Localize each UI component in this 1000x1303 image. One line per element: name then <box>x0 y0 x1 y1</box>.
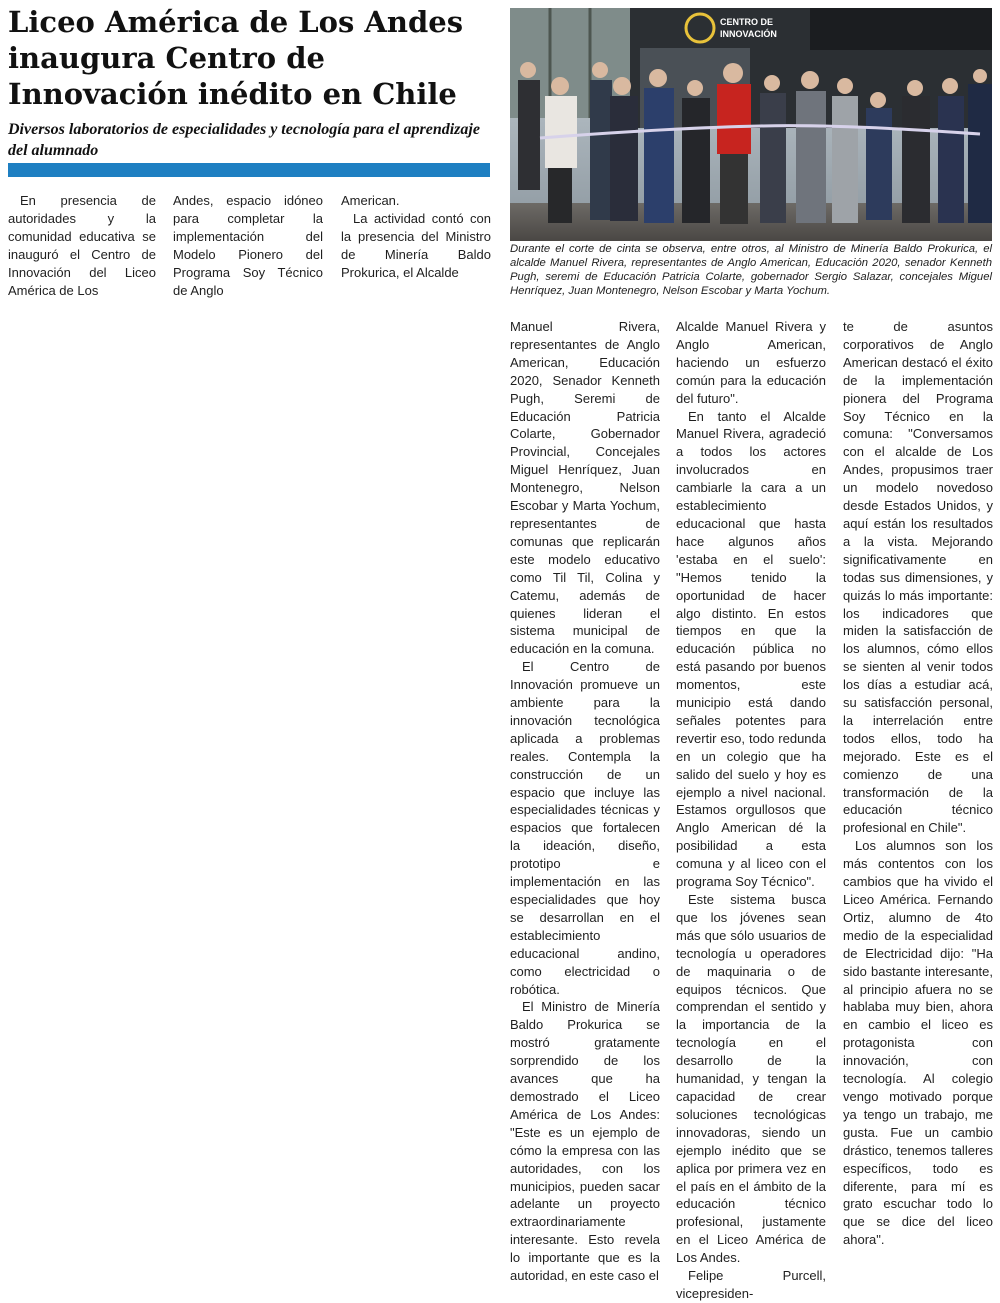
intro-column-1 <box>8 192 156 299</box>
intro-paragraph: La actividad contó con la presencia del Ministro de Minería Baldo Prokurica, el Alcalde <box>341 210 491 280</box>
photo-caption: Durante el corte de cinta se observa, entre otros, al Ministro de Minería Baldo Prokurica, el alcalde Manuel Rivera, representantes de Anglo American, Educación 2020, senador Kenneth Pugh, seremi de Educación Patricia Colarte, gobernador Sergio Salazar, concejales Miguel Henríquez, Juan Montenegro, Nelson Escobar y Marta Yochum. <box>510 243 992 297</box>
article-subheadline: Diversos laboratorios de especialidades y tecnología para el aprendizaje del alumnado <box>8 121 480 159</box>
sign-text-line1: CENTRO DE <box>720 17 774 27</box>
body-paragraph: Este sistema busca que los jóvenes sean más que sólo usuarios de tecnología u operadores de maquinaria o de equipos técnicos. Que comprendan el sentido y la importancia de la tecnología en el desarrollo de la humanidad, y tengan la capacidad de crear soluciones tecnológicas innovadoras, siendo un ejemplo inédito que se aplica por primera vez en el país en el ámbito de la educación técnico profesional, justamente en el Liceo América de Los Andes. <box>676 892 826 1266</box>
body-paragraph: El Centro de Innovación promueve un ambiente para la innovación tecnológica aplicada a problemas reales. Contempla la construcción de un espacio que incluye las especialidades técnicas y espacios que fortalecen la ideación, diseño, prototipo e implementación en las especialidades que hoy se desarrollan en el establecimiento educacional andino, como electricidad o robótica. <box>510 659 660 997</box>
body-column-2 <box>676 318 826 1303</box>
body-paragraph: En tanto el Alcalde Manuel Rivera, agradeció a todos los actores involucrados en cambiarle la cara a un establecimiento educacional que hasta hace algunos años 'estaba en el suelo': "Hemos tenido la oportunidad de hacer algo distinto. En estos tiempos en que la educación pública no está pasando por buenos momentos, este municipio está dando señales potentes para revertir eso, todo redunda en un colegio que ha salido del suelo y hoy es ejemplo a nivel nacional. Estamos orgullosos que Anglo American dé la posibilidad a esta comuna y al liceo con el programa Soy Técnico". <box>676 408 826 890</box>
body-paragraph: te de asuntos corporativos de Anglo American destacó el éxito de la implementación pionera del Programa Soy Técnico en la comuna: "Conversamos con el alcalde de Los Andes, propusimos traer un modelo novedoso desde Estados Unidos, y aquí están los resultados a la vista. Mejorando significativamente en todas sus dimensiones, y quizás lo más importante: los indicadores que miden la satisfacción de los alumnos, cómo ellos se sienten al venir todos los días a estudiar acá, su satisfacción personal, la interrelación entre todos ellos, todo ha mejorado. Este es el comienzo de una transformación de la educación técnico profesional en Chile". <box>843 319 993 836</box>
ribbon-cutting-photo <box>510 8 992 241</box>
intro-paragraph: American. <box>341 193 400 208</box>
body-paragraph: Felipe Purcell, vicepresiden- <box>676 1268 826 1301</box>
intro-paragraph: En presencia de autoridades y la comunidad educativa se inauguró el Centro de Innovación del Liceo América de Los <box>8 193 156 298</box>
body-paragraph: Manuel Rivera, representantes de Anglo American, Educación 2020, Senador Kenneth Pugh, Seremi de Educación Patricia Colarte, Gobernador Provincial, Concejales Miguel Henríquez, Juan Montenegro, Nelson Escobar y Marta Yochum, representantes de comunas que replicarán este modelo educativo como Til Til, Colina y Catemu, además de quienes lideran el sistema municipal de educación en la comuna. <box>510 319 660 657</box>
body-paragraph: Alcalde Manuel Rivera y Anglo American, haciendo un esfuerzo común para la educación del futuro". <box>676 319 826 406</box>
intro-column-3 <box>341 192 491 282</box>
accent-bar <box>8 163 490 177</box>
sign-text-line2: INNOVACIÓN <box>720 29 777 39</box>
ribbon-cutting-illustration <box>510 8 992 241</box>
article-headline: Liceo América de Los Andes inaugura Centro de Innovación inédito en Chile <box>8 5 464 111</box>
body-column-3 <box>843 318 993 1249</box>
body-paragraph: Los alumnos son los más contentos con los cambios que ha vivido el Liceo América. Fernando Ortiz, alumno de 4to medio de la especialidad de Electricidad dijo: "Ha sido bastante interesante, al principio afuera no se hablaba muy bien, ahora en cambio el liceo es protagonista con innovación, con tecnología. Al colegio vengo motivado porque ya tengo un trabajo, me gusta. Fue un cambio drástico, tenemos talleres específicos, todo es diferente, para mí es grato escuchar todo lo que se dice del liceo ahora". <box>843 838 993 1248</box>
body-column-1 <box>510 318 660 1285</box>
body-paragraph: El Ministro de Minería Baldo Prokurica se mostró gratamente sorprendido de los avances que ha demostrado el Liceo América de Los Andes: "Este es un ejemplo de cómo la empresa con las autoridades, con los municipios, pueden sacar adelante un proyecto extraordinariamente interesante. Esto revela lo importante que es la autoridad, en este caso el <box>510 999 660 1284</box>
intro-column-2 <box>173 192 323 299</box>
intro-paragraph: Andes, espacio idóneo para completar la implementación del Modelo Pionero del Programa Soy Técnico de Anglo <box>173 193 323 298</box>
